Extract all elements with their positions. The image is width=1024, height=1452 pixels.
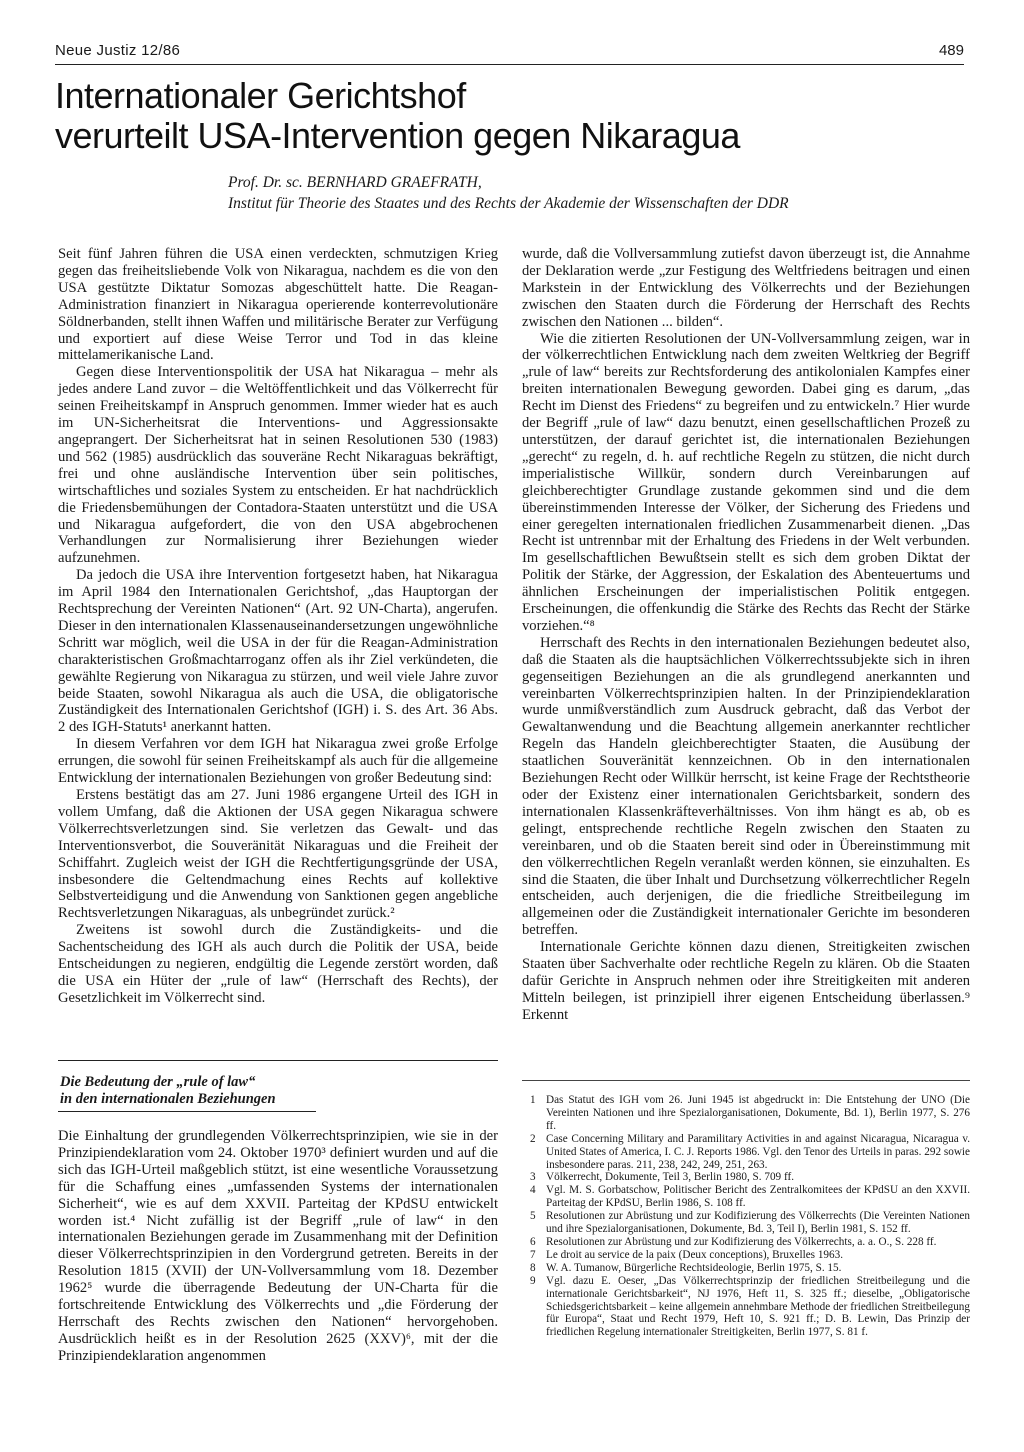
section-divider [58, 1060, 498, 1061]
paragraph: In diesem Verfahren vor dem IGH hat Nikaragua zwei große Erfolge errungen, die sowohl für seinen Freiheitskampf als auch für die allgemeine Entwicklung der internationalen Beziehungen von großer Bedeutung sind: [58, 736, 498, 787]
footnote-number: 6 [530, 1235, 536, 1248]
footnote-text: Case Concerning Military and Paramilitary Activities in and against Nicaragua, Nicaragua v. United States of America, I. C. J. Reports 1986. Vgl. den Tenor des Urteils in paras. 292 sowie insbesondere paras. 211, 238, 242, 249, 251, 263. [546, 1132, 970, 1171]
footnote-text: Vgl. M. S. Gorbatschow, Politischer Bericht des Zentralkomitees der KPdSU an den XXVII. Parteitag der KPdSU, Berlin 1986, S. 108 ff. [546, 1184, 970, 1210]
footnote-number: 3 [530, 1171, 536, 1184]
paragraph: Herrschaft des Rechts in den internationalen Beziehungen bedeutet also, daß die Staaten als die hauptsächlichen Völkerrechtssubjekte sich in ihren gegenseitigen Beziehungen an die als grundlegend anerkannten und vereinbarten Völkerrechtsprinzipien halten. In der Prinzipiendeklaration wurde unmißverständlich zum Ausdruck gebracht, daß das Verbot der Gewaltanwendung und die Beachtung allgemein anerkannter rechtlicher Regeln das Handeln gleichberechtigter Staaten, die Ausübung der staatlichen Souveränität kennzeichnen. Ob in den internationalen Beziehungen Recht oder Willkür herrscht, ist keine Frage der Rechtstheorie oder der Existenz einer internationalen Gerichtsbarkeit, sondern des internationalen Klassenkräfteverhältnisses. Von ihm hängt es ab, ob es gelingt, entsprechende rechtliche Regeln zwischen den Staaten zu vereinbaren, und ob die Staaten bereit sind oder in Übereinstimmung mit den völkerrechtlichen Regeln veranlaßt werden können, sie einzuhalten. Es sind die Staaten, die über Inhalt und Durchsetzung völkerrechtlicher Regeln entscheiden, auch derjenigen, die die friedliche Streitbeilegung im allgemeinen oder die Zuständigkeit internationaler Gerichte im besonderen betreffen. [522, 634, 970, 939]
footnote-text: Resolutionen zur Abrüstung und zur Kodifizierung des Völkerrechts, a. a. O., S. 228 ff. [546, 1235, 937, 1248]
footnote-number: 1 [530, 1094, 536, 1106]
title-line-2: verurteilt USA-Intervention gegen Nikaragua [55, 115, 740, 156]
paragraph: Seit fünf Jahren führen die USA einen verdeckten, schmutzigen Krieg gegen das freiheitsliebende Volk von Nikaragua, nachdem es die von den USA gestützte Diktatur Somozas abgeschüttelt hatte. Die Reagan-Administration finanziert in Nikaragua operierende konterrevolutionäre Söldnerbanden, stellt ihnen Waffen und militärische Berater zur Verfügung und exportiert auf diese Weise Terror und Tod in das kleine mittelamerikanische Land. [58, 246, 498, 364]
footnote-text: Vgl. dazu E. Oeser, „Das Völkerrechtsprinzip der friedlichen Streitbeilegung und die internationale Gerichtsbarkeit“, NJ 1976, Heft 11, S. 325 ff.; dieselbe, „Obligatorische Schiedsgerichtsbarkeit – keine allgemein annehmbare Methode der friedlichen Streitbeilegung für Europa“, Staat und Recht 1979, Heft 10, S. 921 ff.; D. B. Lewin, Das Prinzip der friedlichen Regelung internationaler Streitigkeiten, Berlin 1977, S. 81 f. [546, 1274, 970, 1339]
paragraph: wurde, daß die Vollversammlung zutiefst davon überzeugt ist, die Annahme der Deklaration werde „zur Festigung des Weltfriedens beitragen und einen Markstein in der Entwicklung des Völkerrechts und der Beziehungen zwischen den Staaten durch die Förderung der Herrschaft des Rechts zwischen den Nationen ... bilden“. [522, 246, 970, 330]
footnote-number: 2 [530, 1132, 536, 1145]
left-column-section-text [58, 1128, 498, 1365]
paragraph: Die Einhaltung der grundlegenden Völkerrechtsprinzipien, wie sie in der Prinzipiendeklaration vom 24. Oktober 1970³ definiert wurden und auf die sich das IGH-Urteil maßgeblich stützt, ist eine wesentliche Voraussetzung für die Schaffung eines „umfassenden Systems der internationalen Sicherheit“, wie es auf dem XXVII. Parteitag der KPdSU entwickelt worden ist.⁴ Nicht zufällig ist der Begriff „rule of law“ in den internationalen Beziehungen gerade im Zusammenhang mit der Definition dieser Völkerrechtsprinzipien in den Vordergrund getreten. Bereits in der Resolution 1815 (XVII) der UN-Vollversammlung vom 18. Dezember 1962⁵ wurde die überragende Bedeutung der UN-Charta für die fortschreitende Entwicklung des Völkerrechts und „die Förderung der Herrschaft des Rechts zwischen den Nationen“ hervorgehoben. Ausdrücklich heißt es in der Resolution 2625 (XXV)⁶, mit der die Prinzipiendeklaration angenommen [58, 1128, 498, 1364]
footnote-text: Das Statut des IGH vom 26. Juni 1945 ist abgedruckt in: Die Entstehung der UNO (Die Vereinten Nationen und ihre Spezialorganisationen, Dokumente, Bd. 1), Berlin 1977, S. 276 ff. [546, 1094, 970, 1132]
paragraph: Zweitens ist sowohl durch die Zuständigkeits- und die Sachentscheidung des IGH als auch durch die Politik der USA, beide Entscheidungen zu negieren, endgültig die Legende zerstört worden, daß die USA ein Hüter der „rule of law“ (Herrschaft des Rechts), der Gesetzlichkeit im Völkerrecht sind. [58, 922, 498, 1006]
footnote [530, 1249, 970, 1262]
title-line-1: Internationaler Gerichtshof [55, 75, 466, 116]
footnote-text: W. A. Tumanow, Bürgerliche Rechtsideologie, Berlin 1975, S. 15. [546, 1261, 842, 1274]
footnote [530, 1262, 970, 1275]
footnote-number: 4 [530, 1184, 536, 1197]
footnote [530, 1275, 970, 1340]
paragraph: Gegen diese Interventionspolitik der USA hat Nikaragua – mehr als jedes andere Land zuvor – die Weltöffentlichkeit und das Völkerrecht für seinen Freiheitskampf in Anspruch genommen. Immer wieder hat es auch im UN-Sicherheitsrat die Interventions- und Aggressionsakte angeprangert. Der Sicherheitsrat hat in seinen Resolutionen 530 (1983) und 562 (1985) ausdrücklich das souveräne Recht Nikaraguas bekräftigt, frei und ohne ausländische Intervention über sein politisches, wirtschaftliches und soziales System zu entscheiden. Er hat nachdrücklich die Friedensbemühungen der Contadora-Staaten unterstützt und die USA und Nikaragua aufgefordert, die von den USA abgebrochenen Verhandlungen zur Normalisierung ihrer Beziehungen wieder aufzunehmen. [58, 364, 498, 567]
article-title [55, 76, 955, 156]
footnote [530, 1184, 970, 1210]
footnote [530, 1171, 970, 1184]
page-number: 489 [938, 42, 964, 59]
paragraph: Da jedoch die USA ihre Intervention fortgesetzt haben, hat Nikaragua im April 1984 den Internationalen Gerichtshof, „das Hauptorgan der Rechtsprechung der Vereinten Nationen“ (Art. 92 UN-Charta), angerufen. Dieser in den internationalen Klassenauseinandersetzungen ungewöhnliche Schritt war möglich, weil die USA in der für die Reagan-Administration charakteristischen Großmachtarroganz offen als ihr Ziel verkündeten, die gewählte Regierung von Nikaragua zu stürzen, und weil viele Jahre zuvor beide Staaten, sowohl Nikaragua als auch die USA, die obligatorische Zuständigkeit des Internationalen Gerichtshof (IGH) i. S. des Art. 36 Abs. 2 des IGH-Statuts¹ anerkannt hatten. [58, 567, 498, 736]
footnote [530, 1133, 970, 1172]
author-name: Prof. Dr. sc. BERNHARD GRAEFRATH, [228, 174, 482, 191]
footnote-text: Le droit au service de la paix (Deux conceptions), Bruxelles 1963. [546, 1248, 843, 1261]
paragraph: Internationale Gerichte können dazu dienen, Streitigkeiten zwischen Staaten über Sachverhalte oder rechtliche Regeln zu klären. Ob die Staaten dafür Gerichte in Anspruch nehmen oder ihre Streitigkeiten mit anderen Mitteln beilegen, ist prinzipiell ihrer eigenen Entscheidung überlassen.⁹ Erkennt [522, 939, 970, 1023]
footnote-number: 9 [530, 1274, 536, 1287]
page-header [55, 40, 964, 65]
footnote-number: 5 [530, 1210, 536, 1223]
footnote-text: Völkerrecht, Dokumente, Teil 3, Berlin 1980, S. 709 ff. [546, 1171, 794, 1184]
footnote-text: Resolutionen zur Abrüstung und zur Kodifizierung des Völkerrechts (Die Vereinten Nationen und ihre Spezialorganisationen, Dokumente, Bd. 3, Teil I), Berlin 1981, S. 152 ff. [546, 1210, 970, 1236]
footnote [530, 1236, 970, 1249]
section-heading-line-2: in den internationalen Beziehungen [60, 1091, 276, 1107]
author-block [228, 172, 789, 214]
section-heading-line-1: Die Bedeutung der „rule of law“ [60, 1074, 256, 1090]
author-affiliation: Institut für Theorie des Staates und des Rechts der Akademie der Wissenschaften der DDR [228, 195, 789, 212]
section-heading-rule [58, 1111, 316, 1112]
footnote-divider [522, 1080, 970, 1081]
footnote [530, 1094, 970, 1133]
right-column-text [522, 246, 970, 1024]
paragraph: Wie die zitierten Resolutionen der UN-Vollversammlung zeigen, war in der völkerrechtlichen Entwicklung nach dem zweiten Weltkrieg der Begriff „rule of law“ bereits zur Rechtsforderung des antikolonialen Kampfes einer breiten internationalen Bewegung geworden. Dabei ging es darum, „das Recht im Dienst des Friedens“ zu begreifen und zu entwickeln.⁷ Hier wurde der Begriff „rule of law“ dazu benutzt, einen gesellschaftlichen Prozeß zu unterstützen, der darauf gerichtet ist, die internationalen Beziehungen „gerecht“ zu regeln, d. h. auf rechtliche Regeln zu stützen, die nicht durch imperialistische Willkür, sondern durch Vereinbarungen auf gleichberechtigter Grundlage zustande gekommen sind und die dem übereinstimmenden Interesse der Völker, der Sicherung des Friedens und einer geregelten internationalen friedlichen Zusammenarbeit dienen. „Das Recht ist untrennbar mit der Erhaltung des Friedens in der Welt verbunden. Im gesellschaftlichen Bewußtsein stellt es sich dem groben Diktat der Politik der Stärke, der Aggression, der Eskalation des Abenteuertums und ähnlichen Erscheinungen der imperialistischen Politik entgegen. Erscheinungen, die offenkundig die Stärke des Rechts das Recht der Stärke vorziehen.“⁸ [522, 330, 970, 634]
footnote-number: 8 [530, 1261, 536, 1274]
section-heading [60, 1074, 276, 1108]
left-column-text [58, 246, 498, 1007]
running-head: Neue Justiz 12/86 [55, 42, 181, 59]
footnote-number: 7 [530, 1248, 536, 1261]
footnotes [530, 1094, 970, 1339]
paragraph: Erstens bestätigt das am 27. Juni 1986 ergangene Urteil des IGH in vollem Umfang, daß die Aktionen der USA gegen Nikaragua schwere Völkerrechtsverletzungen sind. Sie verletzen das Gewalt- und das Interventionsverbot, die Souveränität Nikaraguas und die Freiheit der Schiffahrt. Zugleich weist der IGH die Rechtfertigungsgründe der USA, insbesondere die Geltendmachung eines Rechts auf kollektive Selbstverteidigung und die Anwendung von Sanktionen gegen angebliche Rechtsverletzungen Nikaraguas, als unbegründet zurück.² [58, 787, 498, 922]
footnote [530, 1210, 970, 1236]
